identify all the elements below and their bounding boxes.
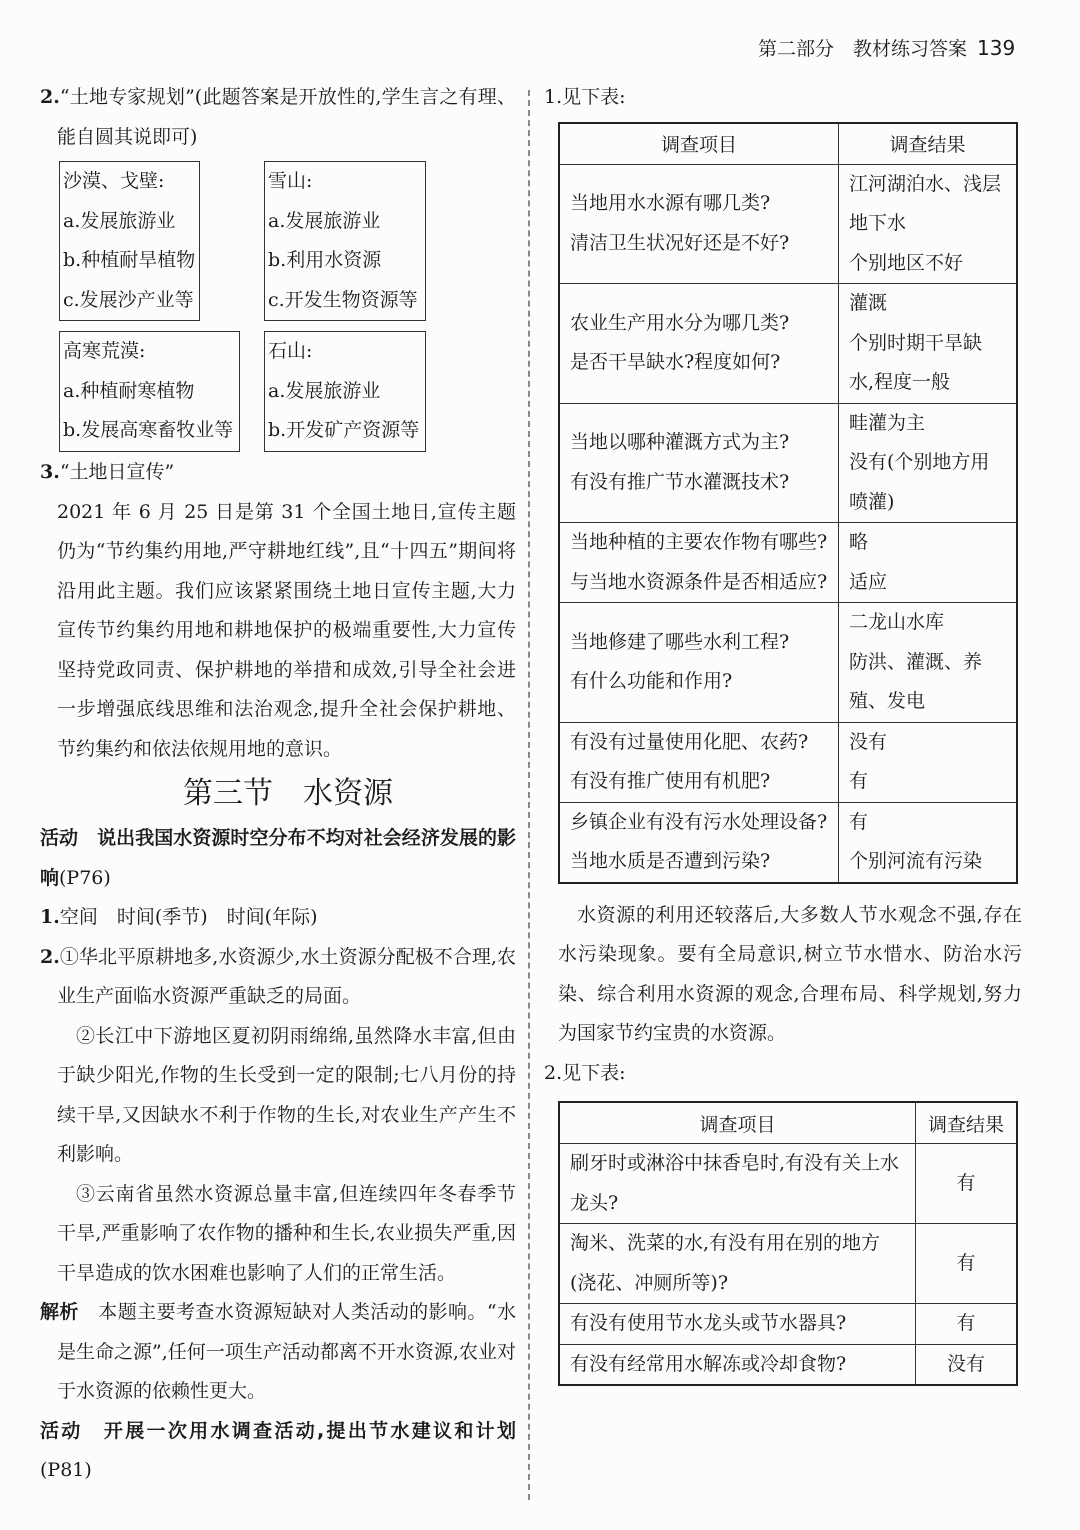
survey-table-1 [558, 122, 1018, 884]
summary-paragraph: 水资源的利用还较落后,大多数人节水观念不强,存在水污染现象。要有全局意识,树立节水惜水、防治水污染、综合利用水资源的观念,合理布局、科学规划,努力为国家节约宝贵的水资源。 [558, 903, 1022, 1044]
answer-2-part-3: ③云南省虽然水资源总量丰富,但连续四年冬春季节干旱,严重影响了农作物的播种和生长,农业损失严重,因干旱造成的饮水困难也影响了人们的正常生活。 [57, 1182, 516, 1284]
answer-2-part-2: ②长江中下游地区夏初阴雨绵绵,虽然降水丰富,但由于缺少阳光,作物的生长受到一定的限制;七八月份的持续干旱,又因缺水不利于作物的生长,对农业生产产生不利影响。 [57, 1024, 516, 1165]
table-1-intro: 1.见下表: [544, 86, 626, 108]
box-alpine-desert: 高寒荒漠: a.种植耐寒植物 b.发展高寒畜牧业等 [59, 331, 240, 452]
table-row: 有没有过量使用化肥、农药? 有没有推广使用有机肥? 没有 有 [559, 722, 1017, 802]
table-header-cell: 调查结果 [916, 1102, 1018, 1144]
table-row: 当地以哪种灌溉方式为主? 有没有推广节水灌溉技术? 畦灌为主 没有(个别地方用喷灌) [559, 403, 1017, 523]
question-3-body: 2021 年 6 月 25 日是第 31 个全国土地日,宣传主题仍为“节约集约用地,严守耕地红线”,且“十四五”期间将沿用此主题。我们应该紧紧围绕土地日宣传主题,大力宣传节约集约用地和耕地保护的极端重要性,大力宣传坚持党政同责、保护耕地的举措和成效,引导全社会进一步增强底线思维和法治观念,提升全社会保护耕地、节约集约和依法依规用地的意识。 [57, 500, 516, 760]
right-column [544, 78, 1022, 1386]
table-header-cell: 调查项目 [559, 1102, 916, 1144]
table-row: 淘米、洗菜的水,有没有用在别的地方(浇花、冲厕所等)? 有 [559, 1224, 1017, 1304]
planning-boxes [57, 161, 516, 453]
page-header [758, 34, 1058, 61]
table-header-cell: 调查结果 [839, 123, 1018, 165]
answer-2-part-1: 2.①华北平原耕地多,水资源少,水土资源分配极不合理,农业生产面临水资源严重缺乏的局面。 [40, 945, 516, 1007]
analysis: 解析 本题主要考查水资源短缺对人类活动的影响。“水是生命之源”,任何一项生产活动都离不开水资源,农业对于水资源的依赖性更大。 [40, 1301, 516, 1402]
table-header-cell: 调查项目 [559, 123, 839, 165]
table-row: 农业生产用水分为哪几类? 是否干旱缺水?程度如何? 灌溉 个别时期干旱缺水,程度一般 [559, 284, 1017, 404]
header-title: 第二部分 教材练习答案 [758, 38, 968, 60]
table-row: 当地用水水源有哪几类? 清洁卫生状况好还是不好? 江河湖泊水、浅层地下水 个别地区不好 [559, 164, 1017, 284]
table-row: 刷牙时或淋浴中抹香皂时,有没有关上水龙头? 有 [559, 1144, 1017, 1224]
table-row: 有没有经常用水解冻或冷却食物? 没有 [559, 1344, 1017, 1385]
activity-2-heading: 活动 开展一次用水调查活动,提出节水建议和计划(P81) [40, 1419, 516, 1481]
table-2-intro: 2.见下表: [544, 1061, 626, 1084]
table-header-row [559, 123, 1017, 165]
column-divider [528, 90, 530, 1500]
survey-table-2 [558, 1101, 1018, 1386]
table-row: 当地修建了哪些水利工程? 有什么功能和作用? 二龙山水库 防洪、灌溉、养殖、发电 [559, 603, 1017, 723]
section-title: 第三节 水资源 [183, 776, 393, 811]
question-2: 2.“土地专家规划”(此题答案是开放性的,学生言之有理、能自圆其说即可) [40, 86, 516, 148]
question-3: 3.“土地日宣传” [40, 461, 175, 483]
box-snow-mountain: 雪山: a.发展旅游业 b.利用水资源 c.开发生物资源等 [264, 161, 426, 321]
box-desert: 沙漠、戈壁: a.发展旅游业 b.种植耐旱植物 c.发展沙产业等 [59, 161, 200, 321]
table-header-row [559, 1102, 1017, 1144]
table-row: 有没有使用节水龙头或节水器具? 有 [559, 1304, 1017, 1345]
box-rock-mountain: 石山: a.发展旅游业 b.开发矿产资源等 [264, 331, 426, 452]
table-row: 当地种植的主要农作物有哪些? 与当地水资源条件是否相适应? 略 适应 [559, 523, 1017, 603]
table-row: 乡镇企业有没有污水处理设备? 当地水质是否遭到污染? 有 个别河流有污染 [559, 802, 1017, 883]
activity-1-heading: 活动 说出我国水资源时空分布不均对社会经济发展的影响(P76) [40, 827, 516, 889]
left-column [40, 78, 516, 1491]
page-number: 139 [977, 36, 1016, 60]
answer-1: 1.空间 时间(季节) 时间(年际) [40, 906, 318, 928]
